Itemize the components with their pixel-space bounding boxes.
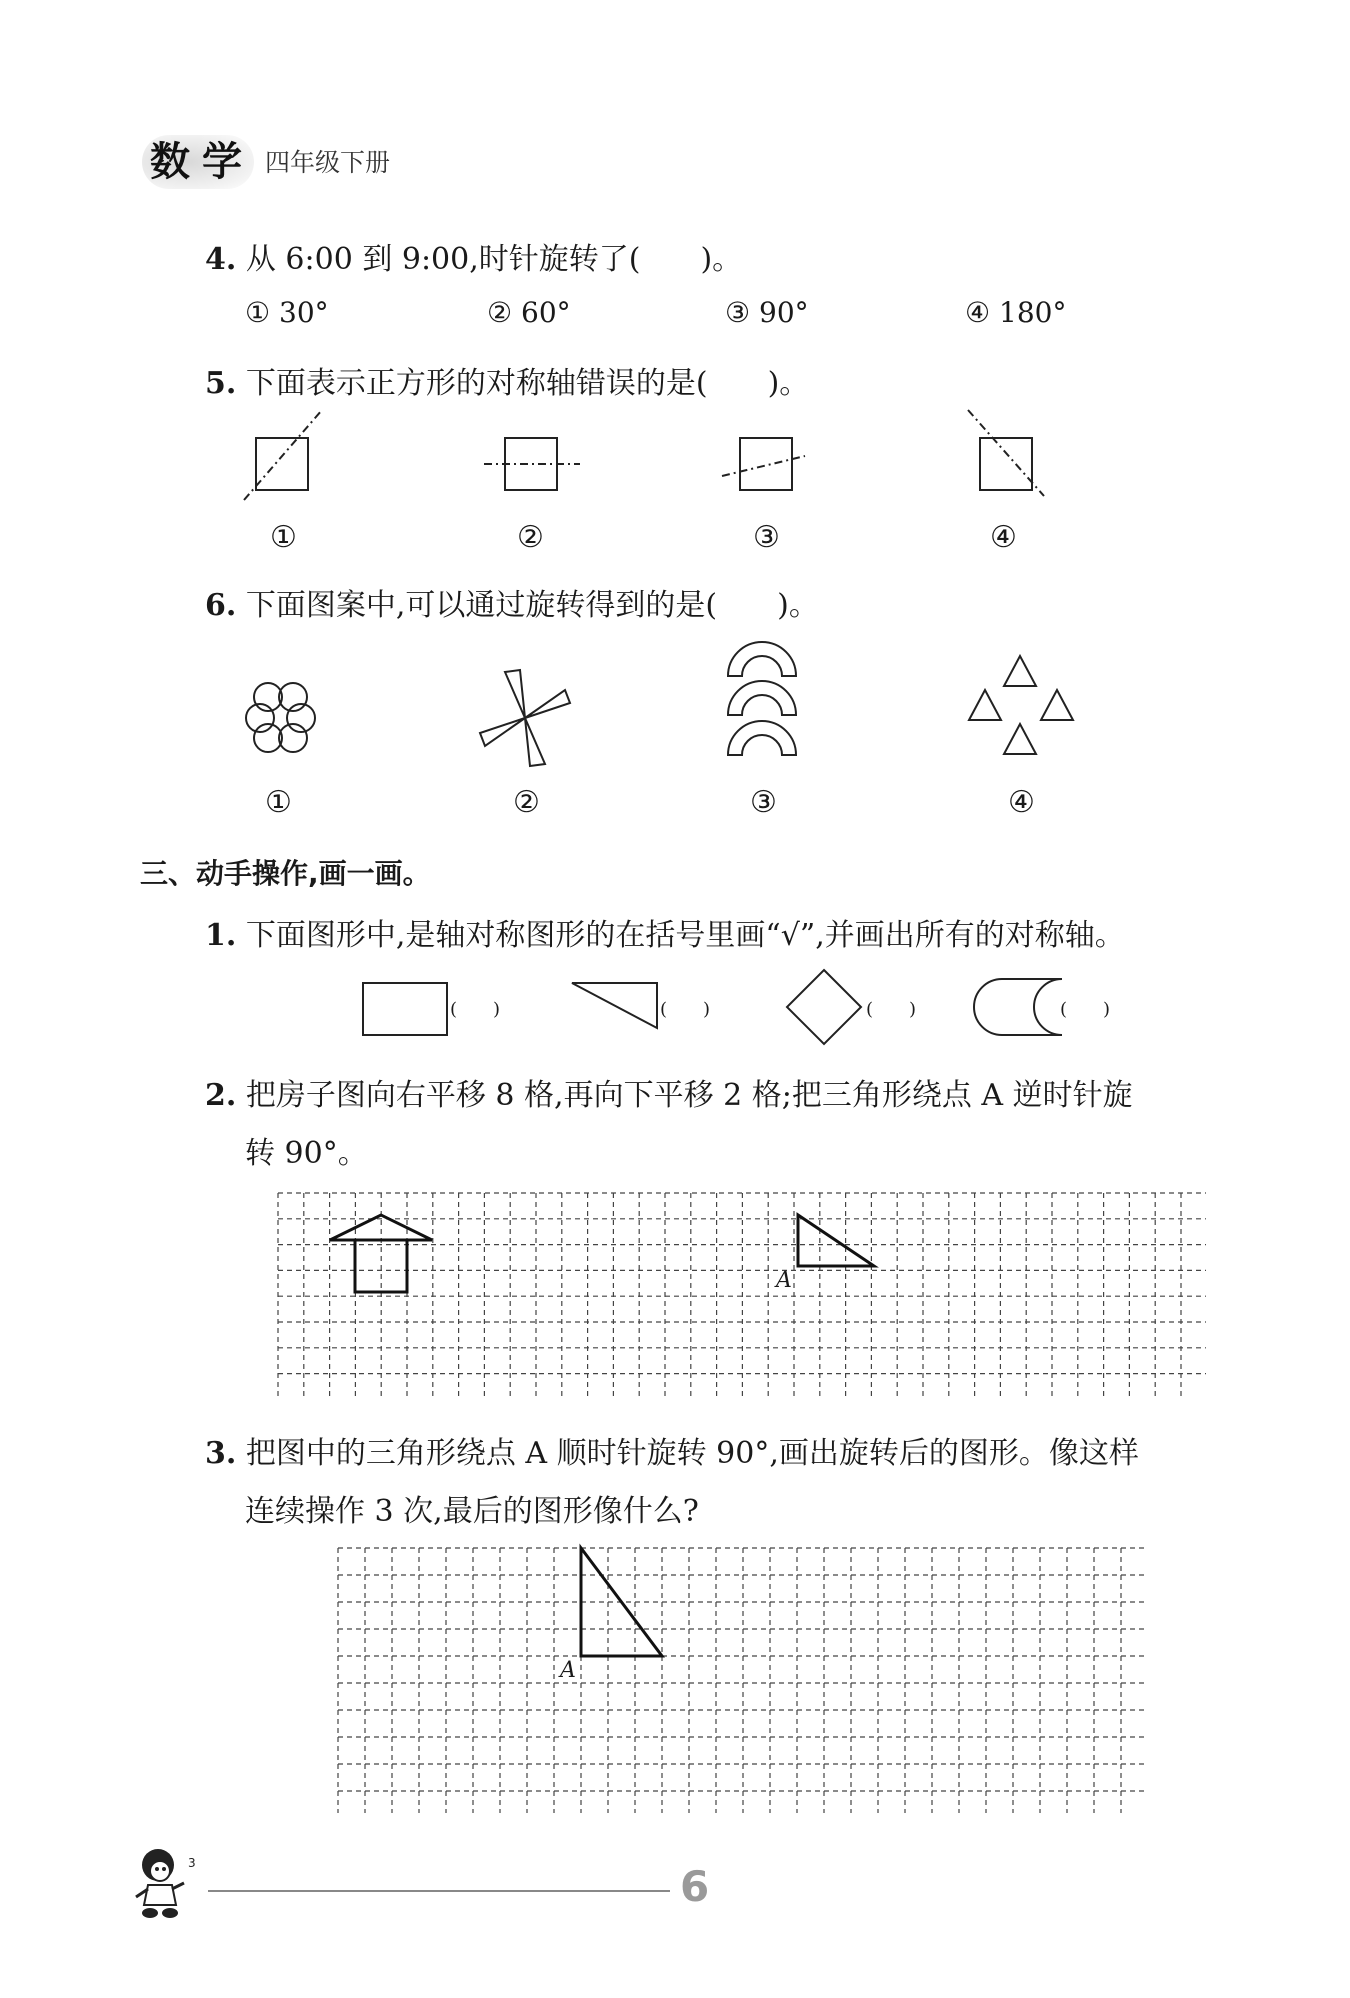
q6-number: 6. xyxy=(205,588,237,623)
p2-text-line1: 把房子图向右平移 8 格,再向下平移 2 格;把三角形绕点 A 逆时针旋 xyxy=(245,1078,1133,1113)
q5-label-4: ④ xyxy=(990,520,1017,555)
q6-label-1: ① xyxy=(265,785,292,820)
q6-label-3: ③ xyxy=(750,785,777,820)
q5-label-3: ③ xyxy=(753,520,780,555)
header-subject: 数学 xyxy=(150,139,254,185)
footer-rule xyxy=(208,1890,670,1892)
p2-text-line2: 转 90°。 xyxy=(245,1136,368,1171)
q5-text: 下面表示正方形的对称轴错误的是( )。 xyxy=(245,366,810,401)
q4-option-3: ③ 90° xyxy=(725,296,809,329)
q4-option-4: ④ 180° xyxy=(965,296,1067,329)
q6-label-2: ② xyxy=(513,785,540,820)
q6-label-4: ④ xyxy=(1008,785,1035,820)
p2-number: 2. xyxy=(205,1078,237,1113)
p1-blank-4[interactable]: ( ) xyxy=(1060,999,1111,1020)
p1-blank-3[interactable]: ( ) xyxy=(866,999,917,1020)
q4-option-1: ① 30° xyxy=(245,296,329,329)
p1-text: 下面图形中,是轴对称图形的在括号里画“√”,并画出所有的对称轴。 xyxy=(245,918,1125,953)
page-number: 6 xyxy=(680,1862,710,1911)
p3-triangle xyxy=(581,1548,662,1656)
q4-text: 从 6:00 到 9:00,时针旋转了( )。 xyxy=(245,242,743,277)
header-grade: 四年级下册 xyxy=(265,148,391,177)
svg-text:3: 3 xyxy=(188,1856,196,1870)
q5-number: 5. xyxy=(205,366,237,401)
p1-blank-1[interactable]: ( ) xyxy=(450,999,501,1020)
p2-point-a-label: A xyxy=(776,1268,792,1293)
q5-label-2: ② xyxy=(517,520,544,555)
q4-option-2: ② 60° xyxy=(487,296,571,329)
mascot-icon xyxy=(130,1845,200,1925)
section3-title: 三、动手操作,画一画。 xyxy=(140,857,431,890)
p3-text-line1: 把图中的三角形绕点 A 顺时针旋转 90°,画出旋转后的图形。像这样 xyxy=(245,1436,1139,1471)
q4-number: 4. xyxy=(205,242,237,277)
p3-number: 3. xyxy=(205,1436,237,1471)
q5-label-1: ① xyxy=(270,520,297,555)
p1-blank-2[interactable]: ( ) xyxy=(660,999,711,1020)
p3-point-a-label: A xyxy=(560,1658,576,1683)
p1-number: 1. xyxy=(205,918,237,953)
q6-text: 下面图案中,可以通过旋转得到的是( )。 xyxy=(245,588,819,623)
p3-text-line2: 连续操作 3 次,最后的图形像什么? xyxy=(245,1494,699,1529)
